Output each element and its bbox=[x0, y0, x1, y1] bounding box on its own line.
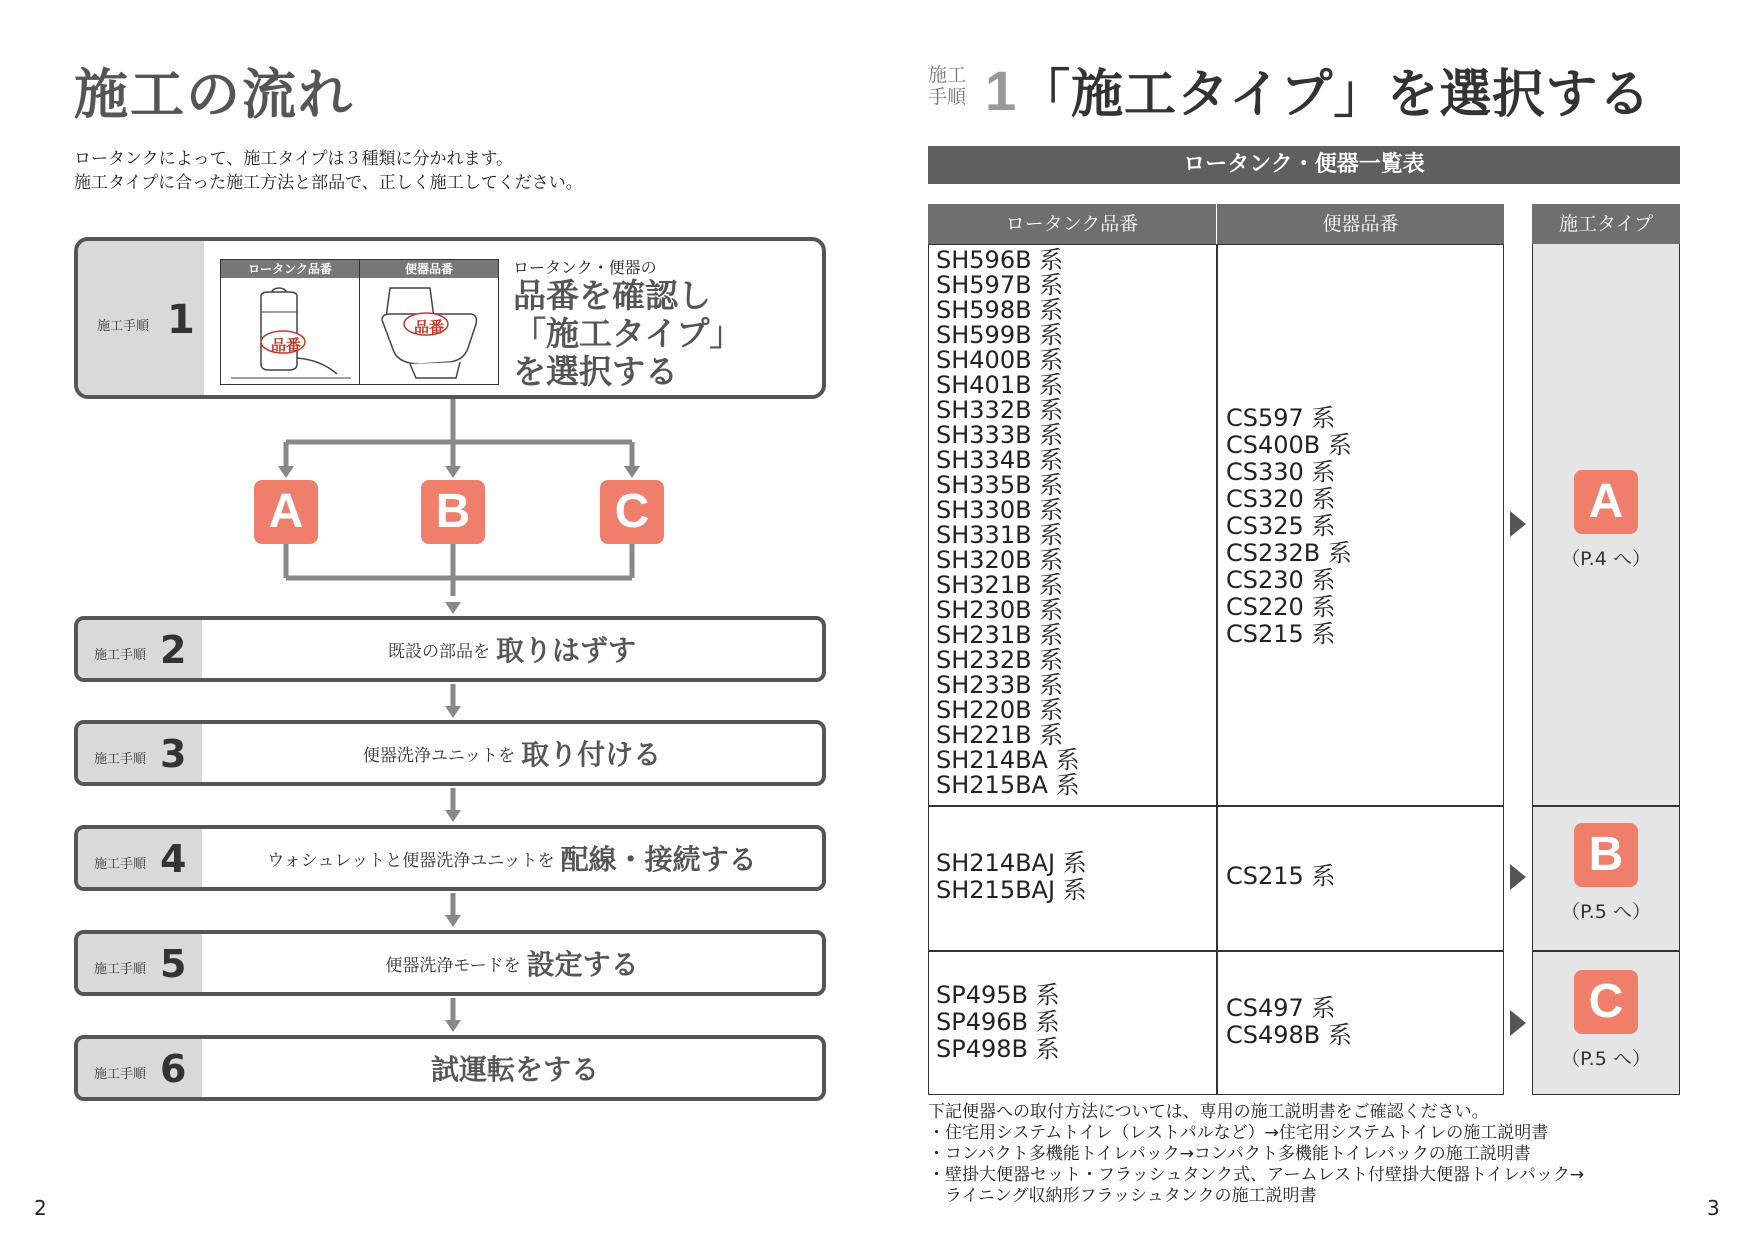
table-row-divider bbox=[928, 805, 1504, 807]
type-row-divider bbox=[1532, 950, 1680, 952]
header-tank: ロータンク品番 bbox=[928, 204, 1216, 244]
list-item: SH331B 系 bbox=[936, 521, 1064, 549]
step-4-small: ウォシュレットと便器洗浄ユニットを bbox=[267, 850, 555, 871]
type-b-badge: B bbox=[421, 480, 485, 544]
list-item: SP496B 系 bbox=[936, 1008, 1060, 1036]
step-6-box bbox=[74, 1035, 826, 1101]
list-item: CS215 系 bbox=[1226, 862, 1336, 890]
type-a-badge: A bbox=[254, 480, 318, 544]
type-b-badge-right: B bbox=[1574, 823, 1638, 887]
arrow-right-icon bbox=[1510, 511, 1526, 537]
step-label: 施工手順 bbox=[97, 319, 150, 334]
page-number-right: 3 bbox=[1707, 1196, 1720, 1220]
step-1-intro: ロータンク・便器の bbox=[513, 258, 657, 277]
list-item: SH215BAJ 系 bbox=[936, 876, 1087, 904]
tank-list-b bbox=[936, 850, 1087, 904]
list-item: SH334B 系 bbox=[936, 446, 1064, 474]
tank-list-c bbox=[936, 982, 1060, 1063]
note-line: ライニング収納形フラッシュタンクの施工説明書 bbox=[928, 1186, 1317, 1206]
header-type: 施工タイプ bbox=[1532, 204, 1680, 244]
list-item: SH232B 系 bbox=[936, 646, 1064, 674]
note-line: ・壁掛大便器セット・フラッシュタンク式、アームレスト付壁掛大便器トイレパック→ bbox=[928, 1165, 1585, 1185]
bowl-list-c bbox=[1226, 995, 1352, 1049]
step-6-big: 試運転をする bbox=[430, 1053, 599, 1086]
list-item: SH231B 系 bbox=[936, 621, 1064, 649]
page-ref: （P.5 へ） bbox=[1561, 1048, 1651, 1070]
tank-illus-header: ロータンク品番 bbox=[221, 260, 359, 278]
list-item: SH333B 系 bbox=[936, 421, 1064, 449]
list-item: CS498B 系 bbox=[1226, 1021, 1352, 1049]
header-bowl: 便器品番 bbox=[1216, 204, 1504, 244]
note-line: ・住宅用システムトイレ（レストパルなど）→住宅用システムトイレの施工説明書 bbox=[928, 1123, 1549, 1143]
list-item: SH330B 系 bbox=[936, 496, 1064, 524]
list-item: SH335B 系 bbox=[936, 471, 1064, 499]
step-1-line-1: 品番を確認し bbox=[513, 276, 711, 315]
step-5-box bbox=[74, 930, 826, 996]
bowl-illus-header: 便器品番 bbox=[360, 260, 498, 278]
list-item: SH400B 系 bbox=[936, 346, 1064, 374]
list-item: SP498B 系 bbox=[936, 1035, 1060, 1063]
step-number: 3 bbox=[160, 732, 187, 776]
bowl-list-b bbox=[1226, 864, 1335, 889]
step-number: 5 bbox=[160, 942, 187, 986]
bowl-callout: 品番 bbox=[414, 318, 445, 336]
list-item: SH230B 系 bbox=[936, 596, 1064, 624]
list-item: SH401B 系 bbox=[936, 371, 1064, 399]
tank-list-a bbox=[936, 248, 1080, 798]
step-label-right: 施工 手順 bbox=[928, 64, 967, 108]
step-5-small: 便器洗浄モードを bbox=[385, 955, 521, 976]
arrow-right-icon bbox=[1510, 1010, 1526, 1036]
step-5-big: 設定する bbox=[526, 948, 639, 981]
list-item: SH332B 系 bbox=[936, 396, 1064, 424]
table-col-divider bbox=[1216, 244, 1218, 1095]
step-4-big: 配線・接続する bbox=[560, 843, 757, 876]
type-column bbox=[1532, 204, 1680, 1095]
type-cell-c bbox=[1532, 970, 1680, 1071]
list-item: SH233B 系 bbox=[936, 671, 1064, 699]
step-3-small: 便器洗浄ユニットを bbox=[362, 745, 516, 766]
list-item: CS215 系 bbox=[1226, 620, 1336, 648]
step-label: 施工手順 bbox=[94, 648, 147, 663]
list-item: SH598B 系 bbox=[936, 296, 1064, 324]
type-cell-b bbox=[1532, 823, 1680, 924]
step-3-box bbox=[74, 720, 826, 786]
table-row-divider bbox=[928, 950, 1504, 952]
list-item: CS232B 系 bbox=[1226, 539, 1352, 567]
right-page-title: 「施工タイプ」を選択する bbox=[1018, 65, 1652, 125]
page-ref: （P.4 へ） bbox=[1561, 548, 1651, 570]
list-item: SH597B 系 bbox=[936, 271, 1064, 299]
page-number-left: 2 bbox=[34, 1196, 47, 1220]
notes bbox=[928, 1102, 1584, 1207]
list-item: SP495B 系 bbox=[936, 981, 1060, 1009]
step-label: 施工手順 bbox=[94, 752, 147, 767]
note-line: ・コンパクト多機能トイレパック→コンパクト多機能トイレパックの施工説明書 bbox=[928, 1144, 1531, 1164]
list-item: CS597 系 bbox=[1226, 404, 1336, 432]
list-item: CS497 系 bbox=[1226, 994, 1336, 1022]
table-banner: ロータンク・便器一覧表 bbox=[928, 146, 1680, 184]
list-item: CS325 系 bbox=[1226, 512, 1336, 540]
arrow-right-icon bbox=[1510, 864, 1526, 890]
list-item: SH320B 系 bbox=[936, 546, 1064, 574]
step-number: 4 bbox=[160, 837, 187, 881]
note-line: 下記便器への取付方法については、専用の施工説明書をご確認ください。 bbox=[928, 1102, 1489, 1122]
list-item: SH321B 系 bbox=[936, 571, 1064, 599]
tank-callout: 品番 bbox=[271, 336, 302, 354]
type-row-divider bbox=[1532, 805, 1680, 807]
step-label: 施工手順 bbox=[94, 962, 147, 977]
list-item: SH220B 系 bbox=[936, 696, 1064, 724]
list-item: CS400B 系 bbox=[1226, 431, 1352, 459]
step-number: 2 bbox=[160, 628, 187, 672]
step-number-right: 1 bbox=[985, 59, 1017, 122]
list-item: SH215BA 系 bbox=[936, 771, 1080, 799]
list-item: SH214BA 系 bbox=[936, 746, 1080, 774]
step-1-line-3: を選択する bbox=[513, 352, 678, 391]
type-c-badge-right: C bbox=[1574, 970, 1638, 1034]
step-label: 施工手順 bbox=[94, 857, 147, 872]
step-4-box bbox=[74, 825, 826, 891]
type-c-badge: C bbox=[600, 480, 664, 544]
page-title: 施工の流れ bbox=[74, 63, 354, 126]
bowl-list-a bbox=[1226, 405, 1352, 648]
step-number: 6 bbox=[160, 1047, 187, 1091]
type-a-badge-right: A bbox=[1574, 470, 1638, 534]
step-3-big: 取り付ける bbox=[521, 738, 662, 771]
intro-line-2: 施工タイプに合った施工方法と部品で、正しく施工してください。 bbox=[74, 173, 583, 193]
list-item: CS320 系 bbox=[1226, 485, 1336, 513]
list-item: CS230 系 bbox=[1226, 566, 1336, 594]
step-2-big: 取りはずす bbox=[495, 634, 636, 667]
list-item: SH599B 系 bbox=[936, 321, 1064, 349]
intro-line-1: ロータンクによって、施工タイプは３種類に分かれます。 bbox=[74, 149, 514, 169]
list-item: SH214BAJ 系 bbox=[936, 849, 1087, 877]
type-cell-a bbox=[1532, 470, 1680, 571]
step-2-box bbox=[74, 616, 826, 682]
list-item: CS220 系 bbox=[1226, 593, 1336, 621]
step-2-small: 既設の部品を bbox=[387, 641, 490, 662]
step-1-line-2: 「施工タイプ」 bbox=[513, 314, 743, 353]
list-item: CS330 系 bbox=[1226, 458, 1336, 486]
page-ref: （P.5 へ） bbox=[1561, 901, 1651, 923]
list-item: SH596B 系 bbox=[936, 246, 1064, 274]
list-item: SH221B 系 bbox=[936, 721, 1064, 749]
step-label: 施工手順 bbox=[94, 1067, 147, 1082]
step-number: 1 bbox=[167, 297, 195, 343]
